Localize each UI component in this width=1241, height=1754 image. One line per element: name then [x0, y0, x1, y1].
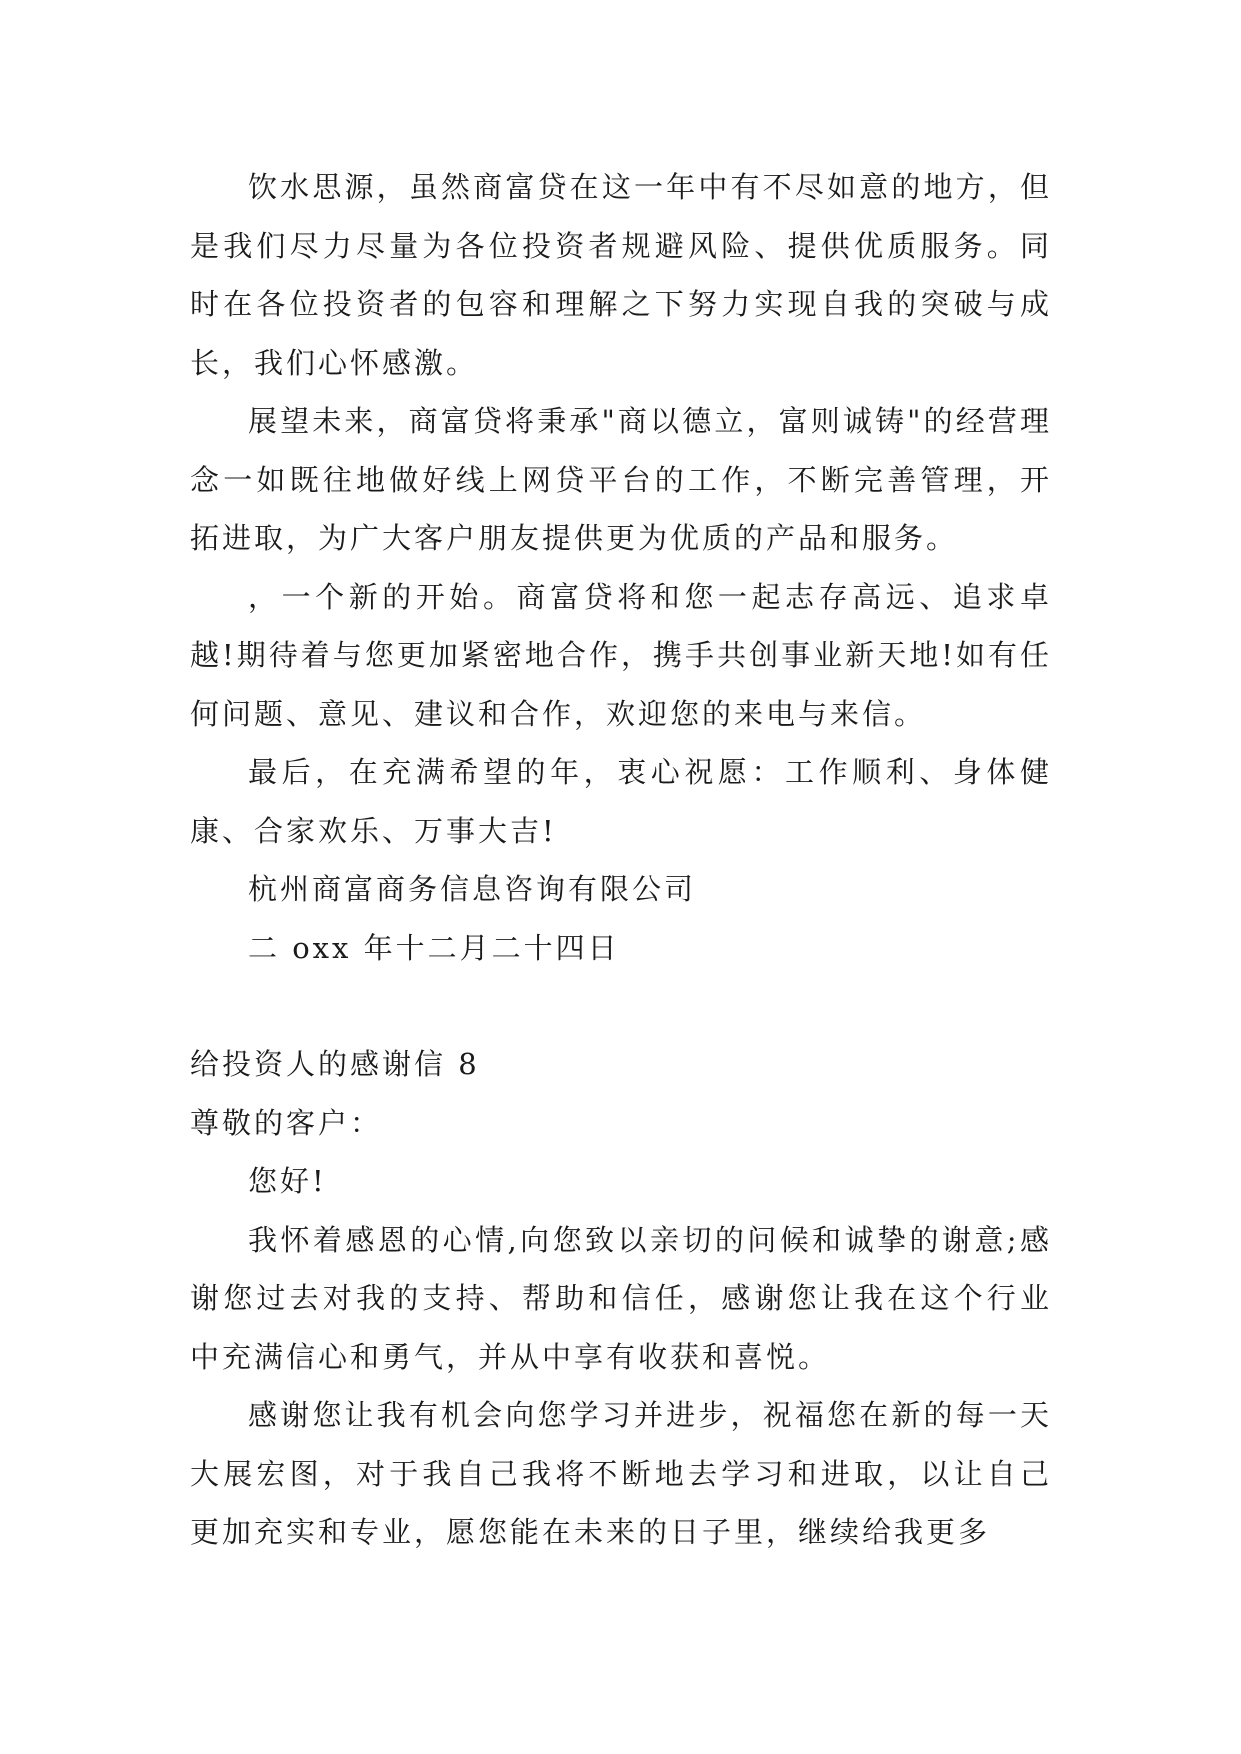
- document-body: [190, 158, 1052, 1562]
- section-gap: [190, 977, 1052, 1035]
- paragraph-learning: 感谢您让我有机会向您学习并进步，祝福您在新的每一天大展宏图，对于我自己我将不断地去学习和进取，以让自己更加充实和专业，愿您能在未来的日子里，继续给我更多: [190, 1398, 1052, 1549]
- signature-company: 杭州商富商务信息咨询有限公司: [248, 872, 697, 906]
- paragraph-thanks: 我怀着感恩的心情,向您致以亲切的问候和诚挚的谢意;感谢您过去对我的支持、帮助和信任，感谢您让我在这个行业中充满信心和勇气，并从中享有收获和喜悦。: [190, 1222, 1052, 1374]
- salutation: 尊敬的客户：: [190, 1105, 383, 1140]
- signature-date: 二 oxx 年十二月二十四日: [248, 930, 620, 965]
- paragraph-new-beginning: ，一个新的开始。商富贷将和您一起志存高远、追求卓越!期待着与您更加紧密地合作，携手共创事业新天地!如有任何问题、意见、建议和合作，欢迎您的来电与来信。: [190, 579, 1052, 731]
- greeting: 您好!: [248, 1164, 327, 1198]
- letter-title: 给投资人的感谢信 8: [190, 1047, 480, 1081]
- paragraph-closing-wishes: 最后，在充满希望的年，衷心祝愿：工作顺利、身体健康、合家欢乐、万事大吉!: [190, 755, 1052, 848]
- paragraph-outlook: 展望未来，商富贷将秉承"商以德立，富则诚铸"的经营理念一如既往地做好线上网贷平台的工作，不断完善管理，开拓进取，为广大客户朋友提供更为优质的产品和服务。: [190, 404, 1052, 555]
- paragraph-gratitude: 饮水思源，虽然商富贷在这一年中有不尽如意的地方，但是我们尽力尽量为各位投资者规避风险、提供优质服务。同时在各位投资者的包容和理解之下努力实现自我的突破与成长，我们心怀感激。: [190, 170, 1052, 380]
